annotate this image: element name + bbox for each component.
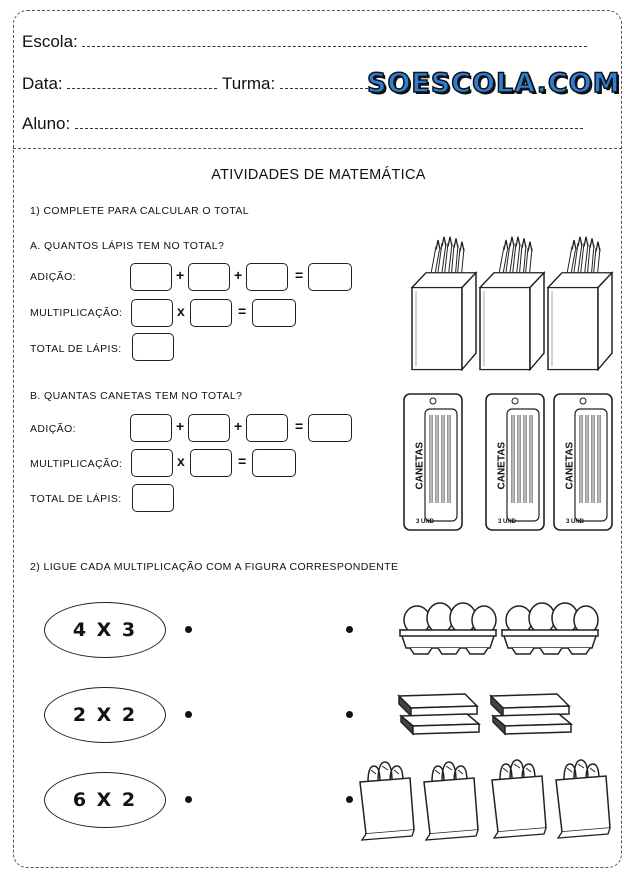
- plus-sign: +: [234, 267, 243, 283]
- pen-package: [485, 393, 547, 533]
- q1a-add-box-2[interactable]: [188, 263, 230, 291]
- bread-bag: [424, 762, 478, 840]
- q1a-multiplication-label: MULTIPLICAÇÃO:: [30, 307, 123, 319]
- bread-bag: [360, 762, 414, 840]
- pen-package-count: 3 UND: [498, 519, 517, 525]
- expression-6x2[interactable]: 6 X 2: [44, 772, 166, 828]
- egg-cartons-image: [398, 600, 604, 656]
- page-title: ATIVIDADES DE MATEMÁTICA: [211, 167, 426, 183]
- q1b-mult-box-2[interactable]: [190, 449, 232, 477]
- q1-prompt: 1) COMPLETE PARA CALCULAR O TOTAL: [30, 205, 249, 217]
- school-line[interactable]: [82, 44, 587, 47]
- student-line[interactable]: [75, 126, 583, 129]
- equals-sign: =: [295, 267, 304, 283]
- student-label: Aluno:: [22, 114, 71, 133]
- pen-package-count: 3 UND: [566, 519, 585, 525]
- q1b-multiplication-label: MULTIPLICAÇÃO:: [30, 458, 123, 470]
- egg-carton: [400, 603, 496, 654]
- pen-package-count: 3 UND: [416, 519, 435, 525]
- expression-2x2[interactable]: 2 X 2: [44, 687, 166, 743]
- right-connector-dot-1[interactable]: [346, 626, 353, 633]
- q1a-add-box-3[interactable]: [246, 263, 288, 291]
- soescola-logo: SOESCOLA.COM: [367, 68, 621, 99]
- plus-sign: +: [234, 418, 243, 434]
- q1b-prompt: B. QUANTAS CANETAS TEM NO TOTAL?: [30, 390, 243, 402]
- pencil-cups-image: [410, 240, 620, 370]
- book-stacks-image: [395, 690, 585, 740]
- q1b-total-label: TOTAL DE LÁPIS:: [30, 493, 122, 505]
- bread-bag: [492, 760, 546, 838]
- plus-sign: +: [176, 267, 185, 283]
- header-separator: [13, 148, 622, 149]
- date-field[interactable]: [22, 74, 217, 94]
- school-field[interactable]: [22, 32, 587, 52]
- date-label: Data:: [22, 74, 63, 93]
- q1b-add-box-1[interactable]: [130, 414, 172, 442]
- times-sign: x: [177, 303, 185, 319]
- pen-package-label: CANETAS: [496, 441, 508, 490]
- right-connector-dot-2[interactable]: [346, 711, 353, 718]
- equals-sign: =: [238, 303, 247, 319]
- q1a-add-box-1[interactable]: [130, 263, 172, 291]
- expression-4x3[interactable]: 4 X 3: [44, 602, 166, 658]
- book-stack: [399, 694, 479, 734]
- q1a-total-box[interactable]: [132, 333, 174, 361]
- pen-package: [553, 393, 615, 533]
- left-connector-dot-3[interactable]: [185, 796, 192, 803]
- book-stack: [491, 694, 571, 734]
- pen-package-label: CANETAS: [564, 441, 576, 490]
- q1b-total-box[interactable]: [132, 484, 174, 512]
- equals-sign: =: [295, 418, 304, 434]
- class-field[interactable]: [222, 74, 368, 94]
- q1b-add-box-3[interactable]: [246, 414, 288, 442]
- equals-sign: =: [238, 453, 247, 469]
- q1b-add-result-box[interactable]: [308, 414, 352, 442]
- q1a-mult-box-2[interactable]: [190, 299, 232, 327]
- q1a-addition-label: ADIÇÃO:: [30, 271, 76, 283]
- school-label: Escola:: [22, 32, 78, 51]
- student-field[interactable]: [22, 114, 583, 134]
- q1a-mult-result-box[interactable]: [252, 299, 296, 327]
- plus-sign: +: [176, 418, 185, 434]
- q1a-prompt: A. QUANTOS LÁPIS TEM NO TOTAL?: [30, 240, 225, 252]
- q1b-mult-result-box[interactable]: [252, 449, 296, 477]
- date-line[interactable]: [67, 86, 217, 89]
- pen-package-label: CANETAS: [414, 441, 426, 490]
- left-connector-dot-1[interactable]: [185, 626, 192, 633]
- q1a-add-result-box[interactable]: [308, 263, 352, 291]
- q1b-addition-label: ADIÇÃO:: [30, 423, 76, 435]
- times-sign: x: [177, 453, 185, 469]
- q1b-mult-box-1[interactable]: [131, 449, 173, 477]
- q1a-total-label: TOTAL DE LÁPIS:: [30, 343, 122, 355]
- class-label: Turma:: [222, 74, 276, 93]
- egg-carton: [502, 603, 598, 654]
- right-connector-dot-3[interactable]: [346, 796, 353, 803]
- q1b-add-box-2[interactable]: [188, 414, 230, 442]
- pen-package: [403, 393, 465, 533]
- class-line[interactable]: [280, 86, 368, 89]
- left-connector-dot-2[interactable]: [185, 711, 192, 718]
- bread-bags-image: [360, 758, 620, 840]
- bread-bag: [556, 760, 610, 838]
- q1a-mult-box-1[interactable]: [131, 299, 173, 327]
- q2-prompt: 2) LIGUE CADA MULTIPLICAÇÃO COM A FIGURA CORRESPONDENTE: [30, 561, 399, 573]
